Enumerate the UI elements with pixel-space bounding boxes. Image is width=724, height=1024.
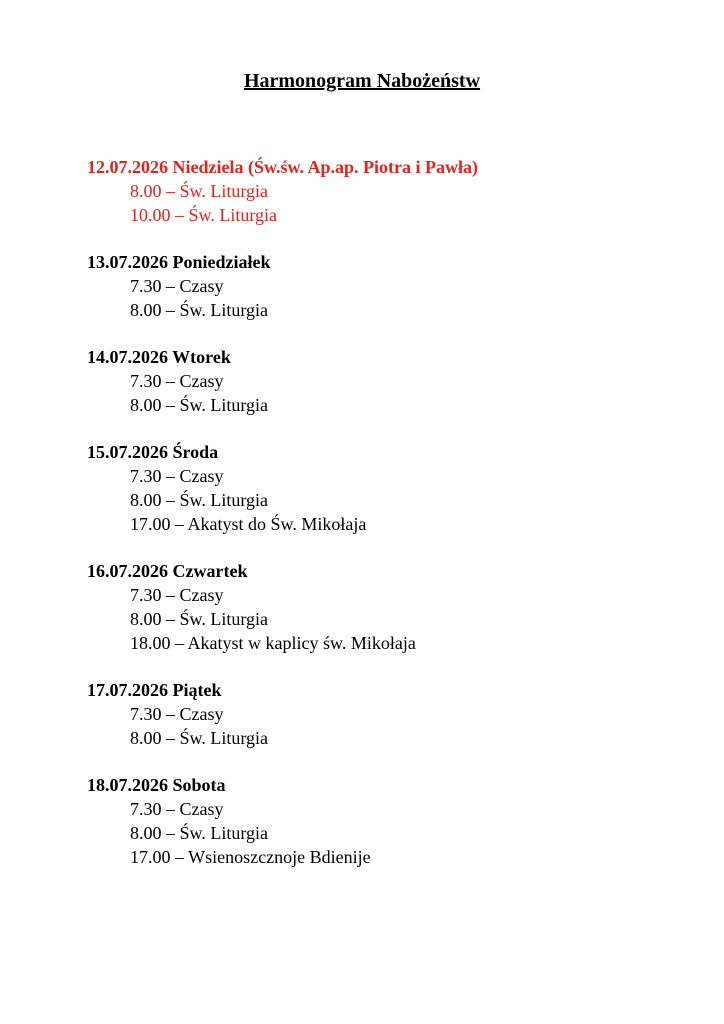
service-item: 7.30 – Czasy [130, 371, 224, 391]
service-item: 18.00 – Akatyst w kaplicy św. Mikołaja [130, 633, 416, 653]
page-title: Harmonogram Nabożeństw [243, 70, 481, 92]
service-item: 17.00 – Akatyst do Św. Mikołaja [130, 514, 367, 534]
day-heading: 12.07.2026 Niedziela (Św.św. Ap.ap. Piotra i Pawła) [87, 157, 478, 177]
service-item: 7.30 – Czasy [130, 799, 224, 819]
service-item: 10.00 – Św. Liturgia [130, 205, 277, 225]
day-block [87, 155, 687, 227]
service-item: 7.30 – Czasy [130, 466, 224, 486]
service-item: 8.00 – Św. Liturgia [130, 181, 268, 201]
service-item: 8.00 – Św. Liturgia [130, 609, 268, 629]
service-item: 8.00 – Św. Liturgia [130, 395, 268, 415]
day-block [87, 345, 687, 417]
schedule-list [87, 155, 687, 892]
day-heading: 14.07.2026 Wtorek [87, 347, 231, 367]
service-item: 8.00 – Św. Liturgia [130, 300, 268, 320]
service-item: 8.00 – Św. Liturgia [130, 728, 268, 748]
service-item: 7.30 – Czasy [130, 276, 224, 296]
day-heading: 16.07.2026 Czwartek [87, 561, 248, 581]
day-block [87, 773, 687, 869]
day-block [87, 559, 687, 655]
day-block [87, 250, 687, 322]
day-block [87, 440, 687, 536]
day-heading: 15.07.2026 Środa [87, 442, 219, 462]
day-heading: 18.07.2026 Sobota [87, 775, 226, 795]
service-item: 8.00 – Św. Liturgia [130, 823, 268, 843]
service-item: 8.00 – Św. Liturgia [130, 490, 268, 510]
service-item: 17.00 – Wsienoszcznoje Bdienije [130, 847, 371, 867]
day-heading: 13.07.2026 Poniedziałek [87, 252, 271, 272]
service-item: 7.30 – Czasy [130, 704, 224, 724]
day-block [87, 678, 687, 750]
day-heading: 17.07.2026 Piątek [87, 680, 222, 700]
service-item: 7.30 – Czasy [130, 585, 224, 605]
